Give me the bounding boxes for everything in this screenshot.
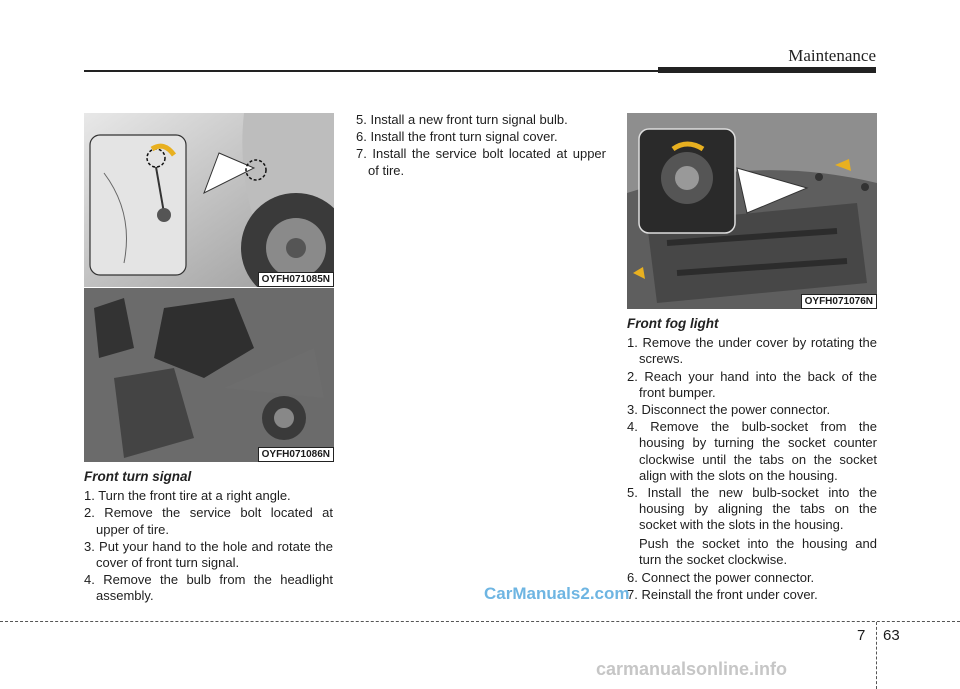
- list-item: 5. Install a new front turn signal bulb.: [356, 112, 568, 127]
- list-item: 2. Reach your hand into the back of the front bumper.: [627, 368, 877, 400]
- front-turn-signal-continued: [356, 112, 606, 180]
- list-item: 4. Remove the bulb-socket from the housing by turning the socket counter clockwise until the tabs on the socket align with the slots on the housing.: [627, 419, 877, 483]
- list-item: 2. Remove the service bolt located at upper of tire.: [84, 505, 333, 537]
- footer-vertical-divider: [876, 622, 877, 689]
- list-item: 7. Reinstall the front under cover.: [627, 587, 818, 603]
- list-item: 4. Remove the bulb from the headlight assembly.: [84, 572, 333, 604]
- list-item: 3. Disconnect the power connector.: [627, 402, 831, 418]
- list-item: 5. Install the new bulb-socket into the housing by aligning the tabs on the socket with the slots in the housing.: [627, 485, 877, 533]
- list-item: 6. Connect the power connector.: [627, 570, 815, 586]
- fender-service-bolt-image: [84, 113, 334, 287]
- header-rule-thick: [658, 67, 876, 73]
- list-item: 7. Install the service bolt located at upper of tire.: [356, 146, 606, 178]
- footer-divider: [0, 621, 960, 622]
- front-turn-signal-heading: Front turn signal: [84, 469, 192, 484]
- footer-watermark: carmanualsonline.info: [596, 659, 788, 679]
- front-fog-light-heading: Front fog light: [627, 316, 719, 331]
- list-item: 3. Put your hand to the hole and rotate the cover of front turn signal.: [84, 538, 333, 571]
- chapter-number: 7: [857, 627, 866, 644]
- headlight-assembly-image: [84, 288, 334, 462]
- step-continuation: Push the socket into the housing and turn the socket clockwise.: [639, 535, 877, 567]
- list-item: 1. Turn the front tire at a right angle.: [84, 488, 291, 504]
- list-item: 6. Install the front turn signal cover.: [356, 129, 558, 145]
- image-caption: OYFH071076N: [801, 294, 877, 309]
- watermark-link[interactable]: CarManuals2.com: [484, 584, 630, 603]
- page-number: 63: [883, 627, 900, 644]
- section-title: Maintenance: [788, 46, 876, 65]
- fender-illustration: [84, 113, 334, 287]
- image-caption: OYFH071086N: [258, 447, 334, 462]
- undercover-illustration: [627, 113, 877, 309]
- header-rule: [84, 70, 660, 72]
- front-fog-light-section: [627, 316, 877, 604]
- front-turn-signal-section: [84, 469, 333, 606]
- list-item: 1. Remove the under cover by rotating the screws.: [627, 335, 877, 367]
- image-caption: OYFH071085N: [258, 272, 334, 287]
- engine-bay-illustration: [84, 288, 334, 462]
- fog-light-undercover-image: [627, 113, 877, 309]
